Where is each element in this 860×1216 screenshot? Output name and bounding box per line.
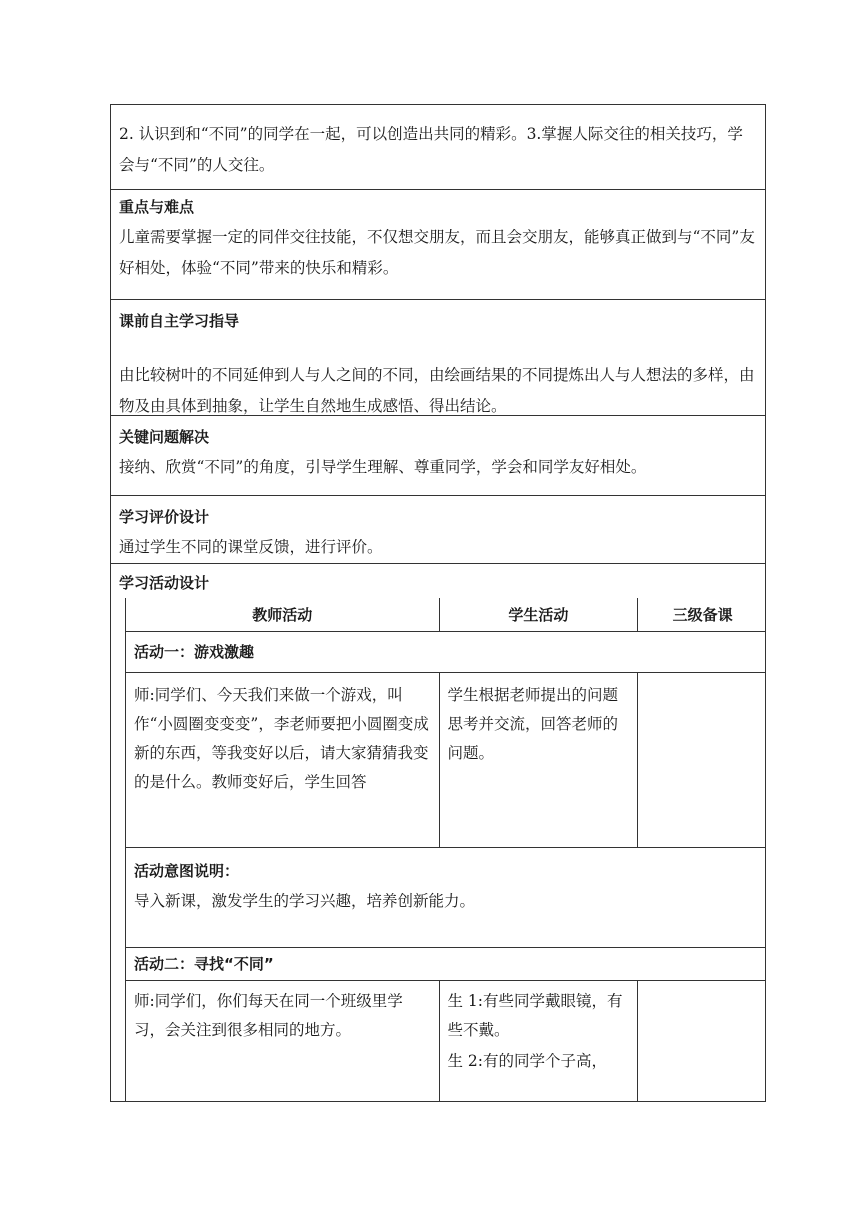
activity1-teacher-cell [126, 673, 440, 847]
activity1-intent-row [126, 848, 766, 948]
activity1-intent-cell [126, 848, 766, 947]
activity1-row [126, 673, 766, 848]
evaluation-section [111, 496, 765, 564]
activities-header-row [126, 598, 766, 632]
activity1-student-text: 学生根据老师提出的问题思考并交流，回答老师的问题。 [447, 686, 619, 762]
evaluation-heading: 学习评价设计 [119, 508, 210, 526]
key-problem-heading: 关键问题解决 [119, 428, 210, 446]
key-points-text: 儿童需要掌握一定的同伴交往技能，不仅想交朋友，而且会交朋友，能够真正做到与“不同”友好相处，体验“不同”带来的快乐和精彩。 [119, 228, 755, 277]
activities-heading: 学习活动设计 [119, 574, 210, 592]
self-study-heading: 课前自主学习指导 [119, 312, 240, 330]
activity2-prep-cell [638, 981, 766, 1102]
activity1-teacher-text: 师:同学们、今天我们来做一个游戏，叫作“小圆圈变变变”，李老师要把小圆圈变成新的东西，等我变好以后，请大家猜猜我变的是什么。教师变好后，学生回答 [134, 686, 429, 791]
activity2-teacher-cell [126, 981, 440, 1102]
activities-table [125, 598, 766, 1102]
activity2-row [126, 981, 766, 1102]
key-points-section [111, 190, 765, 300]
activity2-student-cell [440, 981, 639, 1102]
activity2-teacher-text: 师:同学们，你们每天在同一个班级里学习，会关注到很多相同的地方。 [134, 992, 403, 1039]
intent-text: 导入新课，激发学生的学习兴趣，培养创新能力。 [134, 892, 476, 910]
activity2-student-text-2: 生 2:有的同学个子高， [447, 1052, 608, 1070]
evaluation-text: 通过学生不同的课堂反馈，进行评价。 [119, 538, 383, 556]
activity1-prep-cell [638, 673, 766, 847]
lesson-plan-table [110, 104, 766, 1102]
activity1-student-cell [440, 673, 639, 847]
column-header-prep: 三级备课 [672, 606, 733, 624]
activity2-title: 活动二：寻找“不同” [134, 955, 274, 973]
activities-section [111, 564, 765, 1094]
self-study-section [111, 300, 765, 416]
activity2-title-row [126, 948, 766, 981]
self-study-text: 由比较树叶的不同延伸到人与人之间的不同，由绘画结果的不同提炼出人与人想法的多样，由物及由具体到抽象，让学生自然地生成感悟、得出结论。 [119, 366, 755, 415]
intent-label: 活动意图说明： [134, 862, 240, 880]
activity1-title: 活动一：游戏激趣 [134, 643, 255, 661]
activity2-student-text-1: 生 1:有些同学戴眼镜，有些不戴。 [447, 992, 623, 1039]
goals-section [111, 105, 765, 190]
key-problem-section [111, 416, 765, 496]
activity1-title-row [126, 632, 766, 673]
column-header-teacher: 教师活动 [126, 598, 440, 631]
key-points-heading: 重点与难点 [119, 198, 195, 216]
column-header-student: 学生活动 [440, 598, 639, 631]
goals-text: 2. 认识到和“不同”的同学在一起，可以创造出共同的精彩。3.掌握人际交往的相关技巧，学会与“不同”的人交往。 [119, 125, 743, 174]
key-problem-text: 接纳、欣赏“不同”的角度，引导学生理解、尊重同学，学会和同学友好相处。 [119, 458, 647, 476]
